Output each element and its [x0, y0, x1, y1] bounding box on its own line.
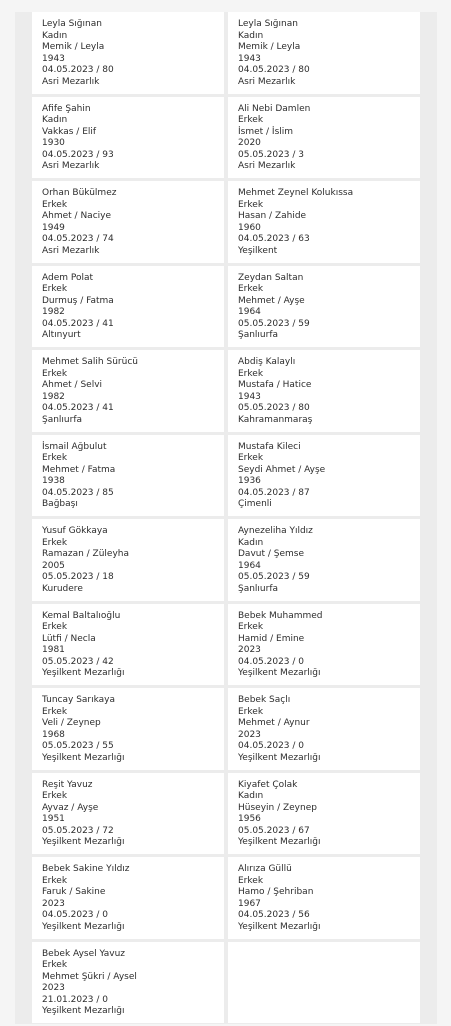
record-date-age: 05.05.2023 / 3	[238, 149, 305, 160]
record-card	[32, 942, 224, 1024]
record-birth-year: 2023	[238, 645, 261, 655]
record-name: Kemal Baltalıoğlu	[42, 610, 121, 621]
record-date-age: 05.05.2023 / 80	[238, 403, 310, 413]
record-name: Reşit Yavuz	[42, 779, 93, 790]
record-birth-year: 1943	[238, 53, 261, 64]
record-name: Afife Şahin	[42, 103, 91, 114]
record-gender: Kadın	[238, 537, 264, 548]
record-date-age: 05.05.2023 / 67	[238, 825, 310, 836]
record-birth-year: 2023	[42, 898, 65, 909]
record-name: Leyla Sığınan	[238, 19, 298, 29]
record-parents: Ahmet / Selvi	[42, 380, 103, 390]
record-birth-year: 2023	[238, 729, 261, 740]
record-parents: Seydi Ahmet / Ayşe	[238, 464, 326, 475]
record-birth-year: 1951	[42, 814, 65, 824]
record-date-age: 05.05.2023 / 42	[42, 656, 114, 667]
record-gender: Kadın	[238, 791, 264, 801]
record-card	[32, 435, 224, 517]
record-cemetery: Yeşilkent Mezarlığı	[42, 837, 125, 847]
record-card	[32, 857, 224, 939]
record-gender: Erkek	[42, 284, 68, 294]
record-cemetery: Kahramanmaraş	[238, 414, 313, 425]
record-cemetery: Yeşilkent Mezarlığı	[238, 668, 321, 678]
record-birth-year: 1938	[42, 476, 65, 486]
record-cemetery: Yeşilkent Mezarlığı	[42, 668, 125, 678]
record-birth-year: 1943	[42, 53, 65, 64]
record-date-age: 05.05.2023 / 59	[238, 572, 310, 582]
record-parents: Hasan / Zahide	[238, 211, 307, 221]
record-cemetery: Asri Mezarlık	[238, 76, 296, 87]
record-gender: Erkek	[42, 875, 68, 886]
record-gender: Erkek	[238, 115, 264, 125]
record-cemetery: Asri Mezarlık	[42, 245, 100, 256]
record-name: Bebek Aysel Yavuz	[42, 948, 126, 959]
record-name: Yusuf Gökkaya	[42, 526, 108, 536]
record-gender: Erkek	[42, 368, 68, 379]
record-gender: Kadın	[42, 30, 68, 41]
record-cemetery: Şanlıurfa	[238, 583, 279, 594]
record-gender: Erkek	[42, 537, 68, 548]
record-cemetery: Yeşilkent Mezarlığı	[238, 837, 321, 847]
record-card	[228, 12, 420, 94]
record-birth-year: 2020	[238, 138, 261, 148]
record-name: Aynezeliha Yıldız	[238, 526, 313, 536]
record-card	[228, 519, 420, 601]
record-date-age: 05.05.2023 / 72	[42, 825, 114, 836]
record-parents: İsmet / İslim	[238, 126, 294, 137]
record-gender: Erkek	[42, 199, 68, 210]
record-parents: Hüseyin / Zeynep	[238, 802, 317, 813]
record-gender: Erkek	[238, 368, 264, 379]
record-parents: Mustafa / Hatice	[238, 380, 312, 390]
record-cemetery: Şanlıurfa	[238, 330, 279, 340]
record-name: Adem Polat	[42, 272, 94, 283]
record-gender: Erkek	[42, 706, 68, 717]
record-birth-year: 1982	[42, 307, 65, 317]
record-card	[228, 688, 420, 770]
record-gender: Erkek	[42, 960, 68, 970]
record-name: Bebek Sakine Yıldız	[42, 864, 130, 874]
record-date-age: 05.05.2023 / 55	[42, 741, 114, 751]
record-parents: Hamid / Emine	[238, 633, 305, 644]
record-card	[32, 12, 224, 94]
record-cemetery: Bağbaşı	[42, 499, 78, 509]
record-card	[32, 773, 224, 855]
record-gender: Erkek	[238, 622, 264, 632]
record-date-age: 04.05.2023 / 0	[42, 910, 109, 920]
record-cemetery: Asri Mezarlık	[42, 76, 100, 87]
record-name: Alırıza Güllü	[238, 864, 292, 874]
record-cemetery: Asri Mezarlık	[42, 161, 100, 171]
record-parents: Memik / Leyla	[238, 42, 301, 52]
record-gender: Erkek	[238, 875, 264, 886]
record-name: Tuncay Sarıkaya	[42, 695, 116, 705]
record-birth-year: 1968	[42, 729, 65, 740]
record-date-age: 21.01.2023 / 0	[42, 994, 109, 1005]
record-card	[228, 773, 420, 855]
record-date-age: 04.05.2023 / 41	[42, 318, 114, 329]
record-parents: Mehmet / Aynur	[238, 718, 310, 728]
record-cemetery: Yeşilkent Mezarlığı	[42, 752, 125, 763]
record-date-age: 05.05.2023 / 59	[238, 318, 310, 329]
record-name: Mehmet Salih Sürücü	[42, 357, 138, 367]
record-parents: Vakkas / Elif	[42, 126, 97, 137]
record-name: Abdiş Kalaylı	[238, 357, 296, 367]
record-cemetery: Şanlıurfa	[42, 414, 83, 425]
record-name: Orhan Bükülmez	[42, 188, 117, 198]
record-date-age: 04.05.2023 / 56	[238, 910, 310, 920]
record-cemetery: Yeşilkent	[238, 245, 278, 256]
record-parents: Veli / Zeynep	[42, 718, 101, 728]
record-card	[32, 604, 224, 686]
record-name: Bebek Saçlı	[238, 695, 291, 705]
record-cemetery: Yeşilkent Mezarlığı	[238, 921, 321, 932]
record-gender: Erkek	[238, 706, 264, 717]
record-date-age: 04.05.2023 / 85	[42, 487, 114, 498]
record-name: Bebek Muhammed	[238, 610, 323, 621]
record-birth-year: 1982	[42, 391, 65, 402]
record-card	[32, 181, 224, 263]
record-card	[228, 604, 420, 686]
records-grid	[15, 12, 437, 1023]
record-parents: Mehmet Şükri / Aysel	[42, 971, 137, 982]
record-parents: Ayvaz / Ayşe	[42, 802, 99, 813]
record-date-age: 04.05.2023 / 87	[238, 487, 310, 498]
record-gender: Kadın	[238, 30, 264, 41]
record-name: Kiyafet Çolak	[238, 779, 298, 790]
record-name: Leyla Sığınan	[42, 19, 102, 29]
record-date-age: 04.05.2023 / 63	[238, 234, 310, 244]
record-card	[228, 97, 420, 179]
record-card	[228, 435, 420, 517]
record-date-age: 04.05.2023 / 80	[238, 65, 310, 75]
record-card	[228, 350, 420, 432]
record-birth-year: 1964	[238, 307, 261, 317]
record-parents: Davut / Şemse	[238, 549, 305, 559]
record-card	[228, 857, 420, 939]
record-card	[228, 266, 420, 348]
record-name: Mehmet Zeynel Kolukıssa	[238, 188, 354, 198]
record-gender: Erkek	[238, 199, 264, 210]
record-gender: Erkek	[42, 453, 68, 463]
record-gender: Erkek	[42, 622, 68, 632]
record-birth-year: 1960	[238, 222, 261, 233]
record-parents: Mehmet / Ayşe	[238, 295, 305, 306]
record-birth-year: 1936	[238, 476, 261, 486]
record-parents: Mehmet / Fatma	[42, 464, 116, 475]
record-date-age: 04.05.2023 / 0	[238, 741, 305, 751]
record-birth-year: 1967	[238, 898, 261, 909]
record-date-age: 04.05.2023 / 80	[42, 65, 114, 75]
record-card	[32, 266, 224, 348]
record-cemetery: Yeşilkent Mezarlığı	[42, 921, 125, 932]
record-date-age: 04.05.2023 / 93	[42, 149, 114, 160]
record-birth-year: 1930	[42, 138, 65, 148]
record-name: Zeydan Saltan	[238, 272, 304, 283]
record-cemetery: Çimenli	[238, 499, 272, 509]
record-birth-year: 1964	[238, 560, 261, 571]
record-cemetery: Altınyurt	[42, 330, 81, 340]
record-birth-year: 2005	[42, 560, 65, 571]
record-gender: Kadın	[42, 115, 68, 125]
record-card	[228, 181, 420, 263]
record-parents: Hamo / Şehriban	[238, 887, 314, 897]
record-date-age: 04.05.2023 / 41	[42, 403, 114, 413]
record-name: Mustafa Kileci	[238, 441, 301, 452]
record-parents: Faruk / Sakine	[42, 887, 106, 897]
record-gender: Erkek	[42, 791, 68, 801]
record-parents: Lütfi / Necla	[42, 633, 96, 644]
record-cemetery: Yeşilkent Mezarlığı	[238, 752, 321, 763]
record-card	[32, 97, 224, 179]
record-card	[32, 519, 224, 601]
record-cemetery: Yeşilkent Mezarlığı	[42, 1006, 125, 1016]
record-date-age: 05.05.2023 / 18	[42, 572, 114, 582]
record-gender: Erkek	[238, 284, 264, 294]
record-cemetery: Asri Mezarlık	[238, 161, 296, 171]
record-gender: Erkek	[238, 453, 264, 463]
empty-card	[228, 942, 420, 1024]
record-card	[32, 688, 224, 770]
record-birth-year: 2023	[42, 983, 65, 993]
record-birth-year: 1956	[238, 814, 261, 824]
record-name: İsmail Ağbulut	[42, 441, 107, 452]
record-parents: Ahmet / Naciye	[42, 211, 112, 221]
record-parents: Durmuş / Fatma	[42, 295, 114, 306]
record-birth-year: 1949	[42, 222, 65, 233]
record-birth-year: 1981	[42, 645, 65, 655]
record-date-age: 04.05.2023 / 74	[42, 234, 114, 244]
record-card	[32, 350, 224, 432]
record-parents: Ramazan / Züleyha	[42, 549, 130, 559]
record-name: Ali Nebi Damlen	[238, 103, 311, 114]
record-birth-year: 1943	[238, 391, 261, 402]
record-date-age: 04.05.2023 / 0	[238, 656, 305, 667]
record-parents: Memik / Leyla	[42, 42, 105, 52]
record-cemetery: Kurudere	[42, 583, 83, 594]
